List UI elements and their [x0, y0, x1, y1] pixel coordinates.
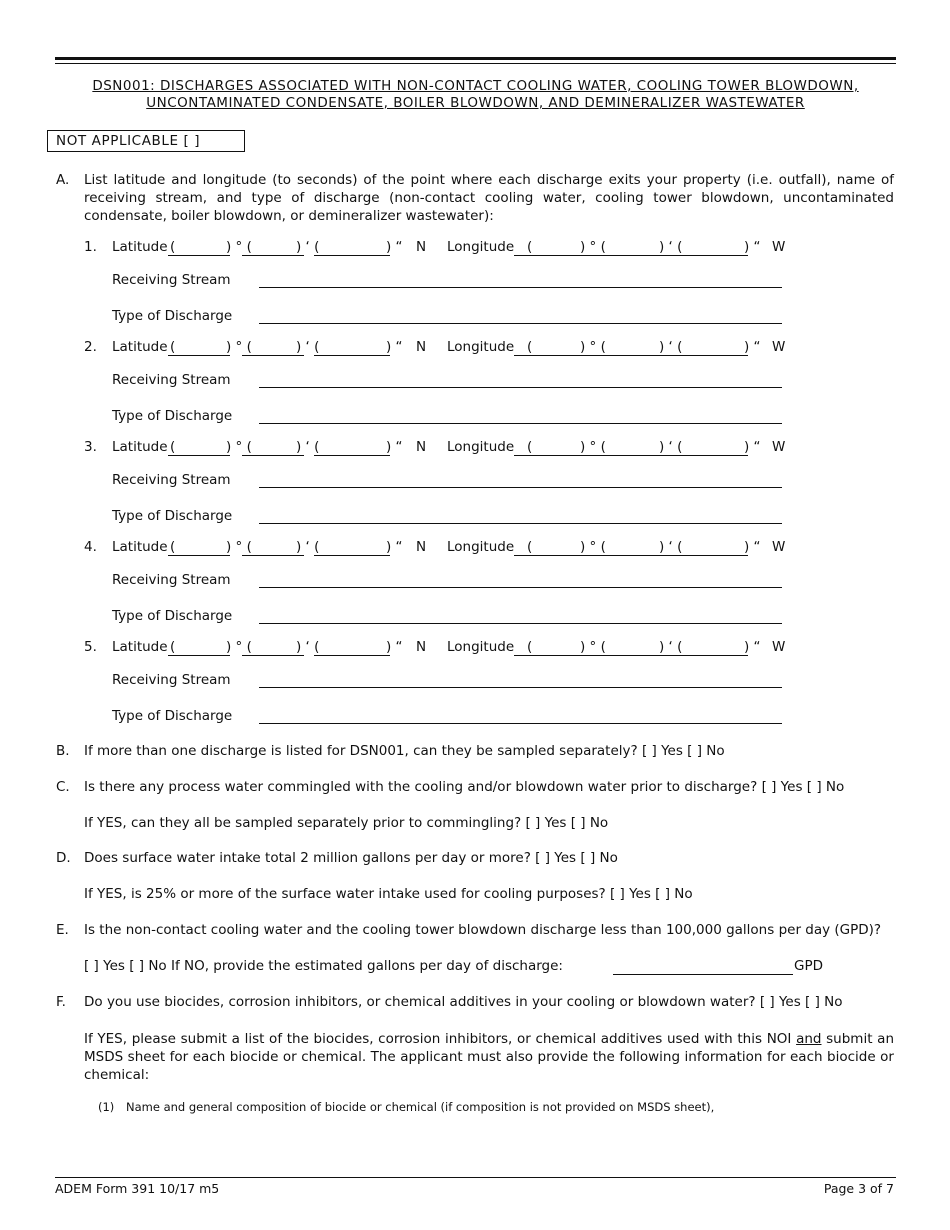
coordinates-row	[84, 239, 784, 259]
lat-deg-sep: ) ° (	[226, 539, 252, 555]
coordinates-row	[84, 639, 784, 659]
section-c-question[interactable]: Is there any process water commingled with the cooling and/or blowdown water prior to discharge? [ ] Yes [ ] No	[84, 779, 845, 795]
footer-form-number: ADEM Form 391 10/17 m5	[55, 1181, 220, 1196]
entry-number: 2.	[84, 339, 97, 355]
lon-min-sep: ) ‘ (	[659, 539, 683, 555]
lat-sec-close: ) “	[386, 339, 403, 355]
receiving-stream-input[interactable]	[259, 587, 782, 588]
lon-deg-sep: ) ° (	[580, 339, 606, 355]
type-of-discharge-input[interactable]	[259, 723, 782, 724]
lon-sec-close: ) “	[744, 339, 761, 355]
lat-seconds-input[interactable]	[314, 355, 390, 356]
receiving-stream-label: Receiving Stream	[112, 572, 231, 588]
header-rule-thin	[55, 63, 896, 64]
lat-sec-close: ) “	[386, 639, 403, 655]
section-e-options[interactable]: [ ] Yes [ ] No If NO, provide the estimated gallons per day of discharge:	[84, 958, 563, 974]
receiving-stream-label: Receiving Stream	[112, 472, 231, 488]
lat-minutes-input[interactable]	[242, 455, 304, 456]
north-label: N	[416, 639, 427, 655]
longitude-label: Longitude	[447, 639, 515, 655]
lat-open-paren: (	[170, 639, 176, 655]
lat-deg-sep: ) ° (	[226, 339, 252, 355]
type-of-discharge-input[interactable]	[259, 323, 782, 324]
receiving-stream-label: Receiving Stream	[112, 272, 231, 288]
section-e-letter: E.	[56, 922, 69, 938]
lat-minutes-input[interactable]	[242, 555, 304, 556]
footer-page-number: Page 3 of 7	[823, 1181, 894, 1196]
receiving-stream-label: Receiving Stream	[112, 372, 231, 388]
section-c-letter: C.	[56, 779, 70, 795]
title-line-1: DSN001: DISCHARGES ASSOCIATED WITH NON-CONTACT COOLING WATER, COOLING TOWER BLOWDOWN,	[92, 78, 859, 94]
lon-open-paren: (	[527, 539, 533, 555]
section-f-followup	[84, 1030, 894, 1084]
section-f-question[interactable]: Do you use biocides, corrosion inhibitors, or chemical additives in your cooling or blowdown water? [ ] Yes [ ] No	[84, 994, 843, 1010]
section-a-text: List latitude and longitude (to seconds) of the point where each discharge exits your property (i.e. outfall), name of receiving stream, and type of discharge (non-contact cooling water, cooling tower blowdown, uncontaminated condensate, boiler blowdown, or demineralizer wastewater):	[84, 172, 894, 224]
latitude-label: Latitude	[112, 439, 168, 455]
section-c-followup[interactable]: If YES, can they all be sampled separately prior to commingling? [ ] Yes [ ] No	[84, 815, 609, 831]
type-of-discharge-input[interactable]	[259, 623, 782, 624]
lat-min-sep: ) ‘ (	[296, 239, 320, 255]
lon-sec-close: ) “	[744, 539, 761, 555]
lon-min-sep: ) ‘ (	[659, 239, 683, 255]
section-f-followup-and: and	[796, 1031, 822, 1047]
type-of-discharge-input[interactable]	[259, 423, 782, 424]
header-rule-thick	[55, 57, 896, 60]
type-of-discharge-label: Type of Discharge	[112, 408, 233, 424]
lat-minutes-input[interactable]	[242, 655, 304, 656]
lon-sec-close: ) “	[744, 239, 761, 255]
type-of-discharge-label: Type of Discharge	[112, 308, 233, 324]
longitude-input[interactable]	[514, 455, 748, 456]
west-label: W	[772, 239, 786, 255]
lon-min-sep: ) ‘ (	[659, 439, 683, 455]
type-of-discharge-label: Type of Discharge	[112, 508, 233, 524]
section-a-letter: A.	[56, 172, 70, 188]
lat-degrees-input[interactable]	[168, 255, 230, 256]
coordinates-row	[84, 539, 784, 559]
receiving-stream-input[interactable]	[259, 687, 782, 688]
longitude-label: Longitude	[447, 439, 515, 455]
latitude-label: Latitude	[112, 639, 168, 655]
gpd-unit: GPD	[794, 958, 823, 974]
receiving-stream-input[interactable]	[259, 487, 782, 488]
west-label: W	[772, 439, 786, 455]
lat-seconds-input[interactable]	[314, 655, 390, 656]
gpd-input-line[interactable]	[613, 974, 793, 975]
not-applicable-checkbox[interactable]: NOT APPLICABLE [ ]	[47, 130, 245, 152]
type-of-discharge-label: Type of Discharge	[112, 608, 233, 624]
lon-open-paren: (	[527, 639, 533, 655]
lon-min-sep: ) ‘ (	[659, 639, 683, 655]
lat-open-paren: (	[170, 439, 176, 455]
north-label: N	[416, 539, 427, 555]
lat-degrees-input[interactable]	[168, 455, 230, 456]
item-1-text: Name and general composition of biocide or chemical (if composition is not provided on MSDS sheet),	[126, 1100, 715, 1114]
longitude-input[interactable]	[514, 355, 748, 356]
entry-number: 1.	[84, 239, 97, 255]
entry-number: 5.	[84, 639, 97, 655]
lat-min-sep: ) ‘ (	[296, 539, 320, 555]
lat-open-paren: (	[170, 239, 176, 255]
lat-deg-sep: ) ° (	[226, 239, 252, 255]
coordinates-row	[84, 439, 784, 459]
lat-deg-sep: ) ° (	[226, 439, 252, 455]
lon-sec-close: ) “	[744, 639, 761, 655]
latitude-label: Latitude	[112, 339, 168, 355]
lon-deg-sep: ) ° (	[580, 439, 606, 455]
lat-seconds-input[interactable]	[314, 555, 390, 556]
lat-deg-sep: ) ° (	[226, 639, 252, 655]
section-b-letter: B.	[56, 743, 70, 759]
lon-open-paren: (	[527, 339, 533, 355]
longitude-label: Longitude	[447, 339, 515, 355]
north-label: N	[416, 239, 427, 255]
lat-degrees-input[interactable]	[168, 655, 230, 656]
type-of-discharge-label: Type of Discharge	[112, 708, 233, 724]
lat-degrees-input[interactable]	[168, 355, 230, 356]
receiving-stream-input[interactable]	[259, 287, 782, 288]
item-1-number: (1)	[98, 1100, 115, 1114]
lon-deg-sep: ) ° (	[580, 239, 606, 255]
entry-number: 4.	[84, 539, 97, 555]
lat-min-sep: ) ‘ (	[296, 339, 320, 355]
north-label: N	[416, 439, 427, 455]
section-d-question[interactable]: Does surface water intake total 2 million gallons per day or more? [ ] Yes [ ] No	[84, 850, 618, 866]
section-b-question[interactable]: If more than one discharge is listed for DSN001, can they be sampled separately? [ ] Yes [ ] No	[84, 743, 725, 759]
lon-sec-close: ) “	[744, 439, 761, 455]
section-e-question: Is the non-contact cooling water and the cooling tower blowdown discharge less than 100,000 gallons per day (GPD)?	[84, 922, 882, 938]
lon-open-paren: (	[527, 239, 533, 255]
lon-deg-sep: ) ° (	[580, 639, 606, 655]
longitude-label: Longitude	[447, 239, 515, 255]
lon-deg-sep: ) ° (	[580, 539, 606, 555]
lat-sec-close: ) “	[386, 539, 403, 555]
title-line-2: UNCONTAMINATED CONDENSATE, BOILER BLOWDOWN, AND DEMINERALIZER WASTEWATER	[146, 95, 805, 111]
lat-sec-close: ) “	[386, 439, 403, 455]
section-d-followup[interactable]: If YES, is 25% or more of the surface water intake used for cooling purposes? [ ] Yes [ ] No	[84, 886, 693, 902]
longitude-input[interactable]	[514, 655, 748, 656]
lat-minutes-input[interactable]	[242, 355, 304, 356]
lat-sec-close: ) “	[386, 239, 403, 255]
type-of-discharge-input[interactable]	[259, 523, 782, 524]
lat-seconds-input[interactable]	[314, 455, 390, 456]
latitude-label: Latitude	[112, 539, 168, 555]
section-f-followup-part2: submit an MSDS sheet for each biocide or chemical. The applicant must also provide the following information for each biocide or chemical:	[84, 1031, 894, 1083]
lat-seconds-input[interactable]	[314, 255, 390, 256]
receiving-stream-label: Receiving Stream	[112, 672, 231, 688]
longitude-input[interactable]	[514, 555, 748, 556]
lon-open-paren: (	[527, 439, 533, 455]
footer-rule	[55, 1177, 896, 1178]
longitude-input[interactable]	[514, 255, 748, 256]
receiving-stream-input[interactable]	[259, 387, 782, 388]
lat-degrees-input[interactable]	[168, 555, 230, 556]
section-f-letter: F.	[56, 994, 66, 1010]
lat-open-paren: (	[170, 539, 176, 555]
west-label: W	[772, 539, 786, 555]
lat-min-sep: ) ‘ (	[296, 439, 320, 455]
lat-minutes-input[interactable]	[242, 255, 304, 256]
coordinates-row	[84, 339, 784, 359]
lat-open-paren: (	[170, 339, 176, 355]
lon-min-sep: ) ‘ (	[659, 339, 683, 355]
lat-min-sep: ) ‘ (	[296, 639, 320, 655]
latitude-label: Latitude	[112, 239, 168, 255]
west-label: W	[772, 339, 786, 355]
longitude-label: Longitude	[447, 539, 515, 555]
section-f-followup-part1: If YES, please submit a list of the biocides, corrosion inhibitors, or chemical additives used with this NOI	[84, 1031, 797, 1047]
north-label: N	[416, 339, 427, 355]
west-label: W	[772, 639, 786, 655]
entry-number: 3.	[84, 439, 97, 455]
section-d-letter: D.	[56, 850, 71, 866]
page-title	[55, 78, 896, 112]
